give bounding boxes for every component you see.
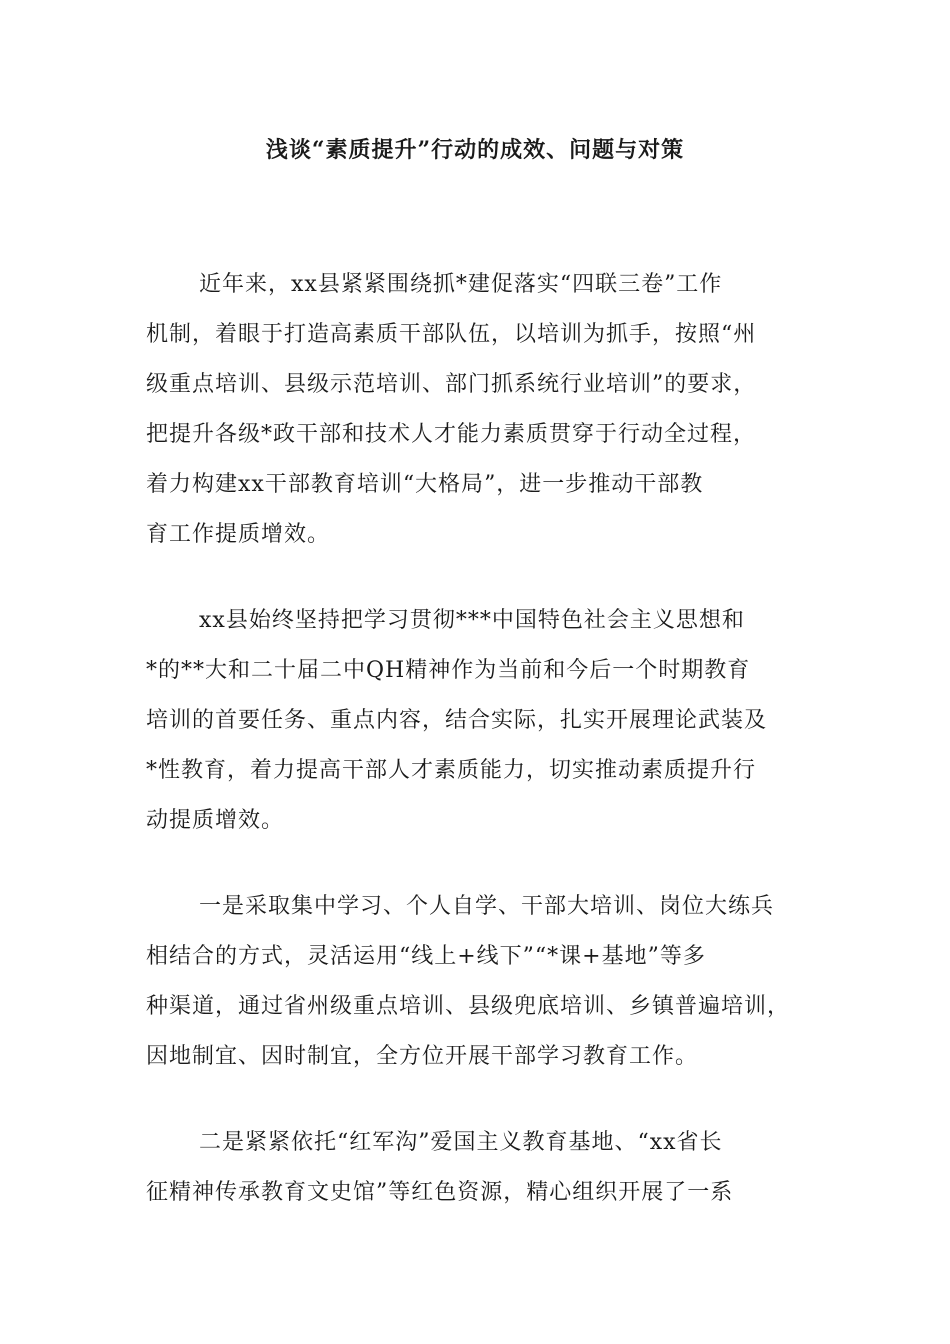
paragraph-line: 育工作提质增效。 [146,522,331,547]
paragraph-line: 动提质增效。 [146,808,285,833]
paragraph-line: 征精神传承教育文史馆”等红色资源，精心组织开展了一系 [146,1180,734,1205]
paragraph-intro [146,260,836,560]
paragraph-theory [146,596,836,846]
paragraph-line: 一是采取集中学习、个人自学、干部大培训、岗位大练兵 [199,894,775,919]
paragraph-point-two [146,1118,836,1218]
document-title: 浅谈“素质提升”行动的成效、问题与对策 [265,137,685,163]
paragraph-line: 种渠道，通过省州级重点培训、县级兜底培训、乡镇普遍培训， [146,994,791,1019]
paragraph-line: 二是紧紧依托“红军沟”爱国主义教育基地、“xx省长 [199,1130,723,1155]
paragraph-line: 级重点培训、县级示范培训、部门抓系统行业培训”的要求， [146,372,757,397]
paragraph-line: *的**大和二十届二中QH精神作为当前和今后一个时期教育 [146,658,751,683]
paragraph-line: 着力构建xx干部教育培训“大格局”，进一步推动干部教 [146,472,704,497]
paragraph-line: 近年来，xx县紧紧围绕抓*建促落实“四联三卷”工作 [199,272,723,297]
paragraph-line: 因地制宜、因时制宜，全方位开展干部学习教育工作。 [146,1044,699,1069]
paragraph-line: 培训的首要任务、重点内容，结合实际，扎实开展理论武装及 [146,708,768,733]
paragraph-line: xx县始终坚持把学习贯彻***中国特色社会主义思想和 [199,608,745,633]
paragraph-line: 相结合的方式，灵活运用“线上+线下”“*课+基地”等多 [146,944,706,969]
paragraph-line: *性教育，着力提高干部人才素质能力，切实推动素质提升行 [146,758,757,783]
paragraph-line: 把提升各级*政干部和技术人才能力素质贯穿于行动全过程， [146,422,757,447]
paragraph-line: 机制，着眼于打造高素质干部队伍，以培训为抓手，按照“州 [146,322,757,347]
paragraph-point-one [146,882,836,1082]
